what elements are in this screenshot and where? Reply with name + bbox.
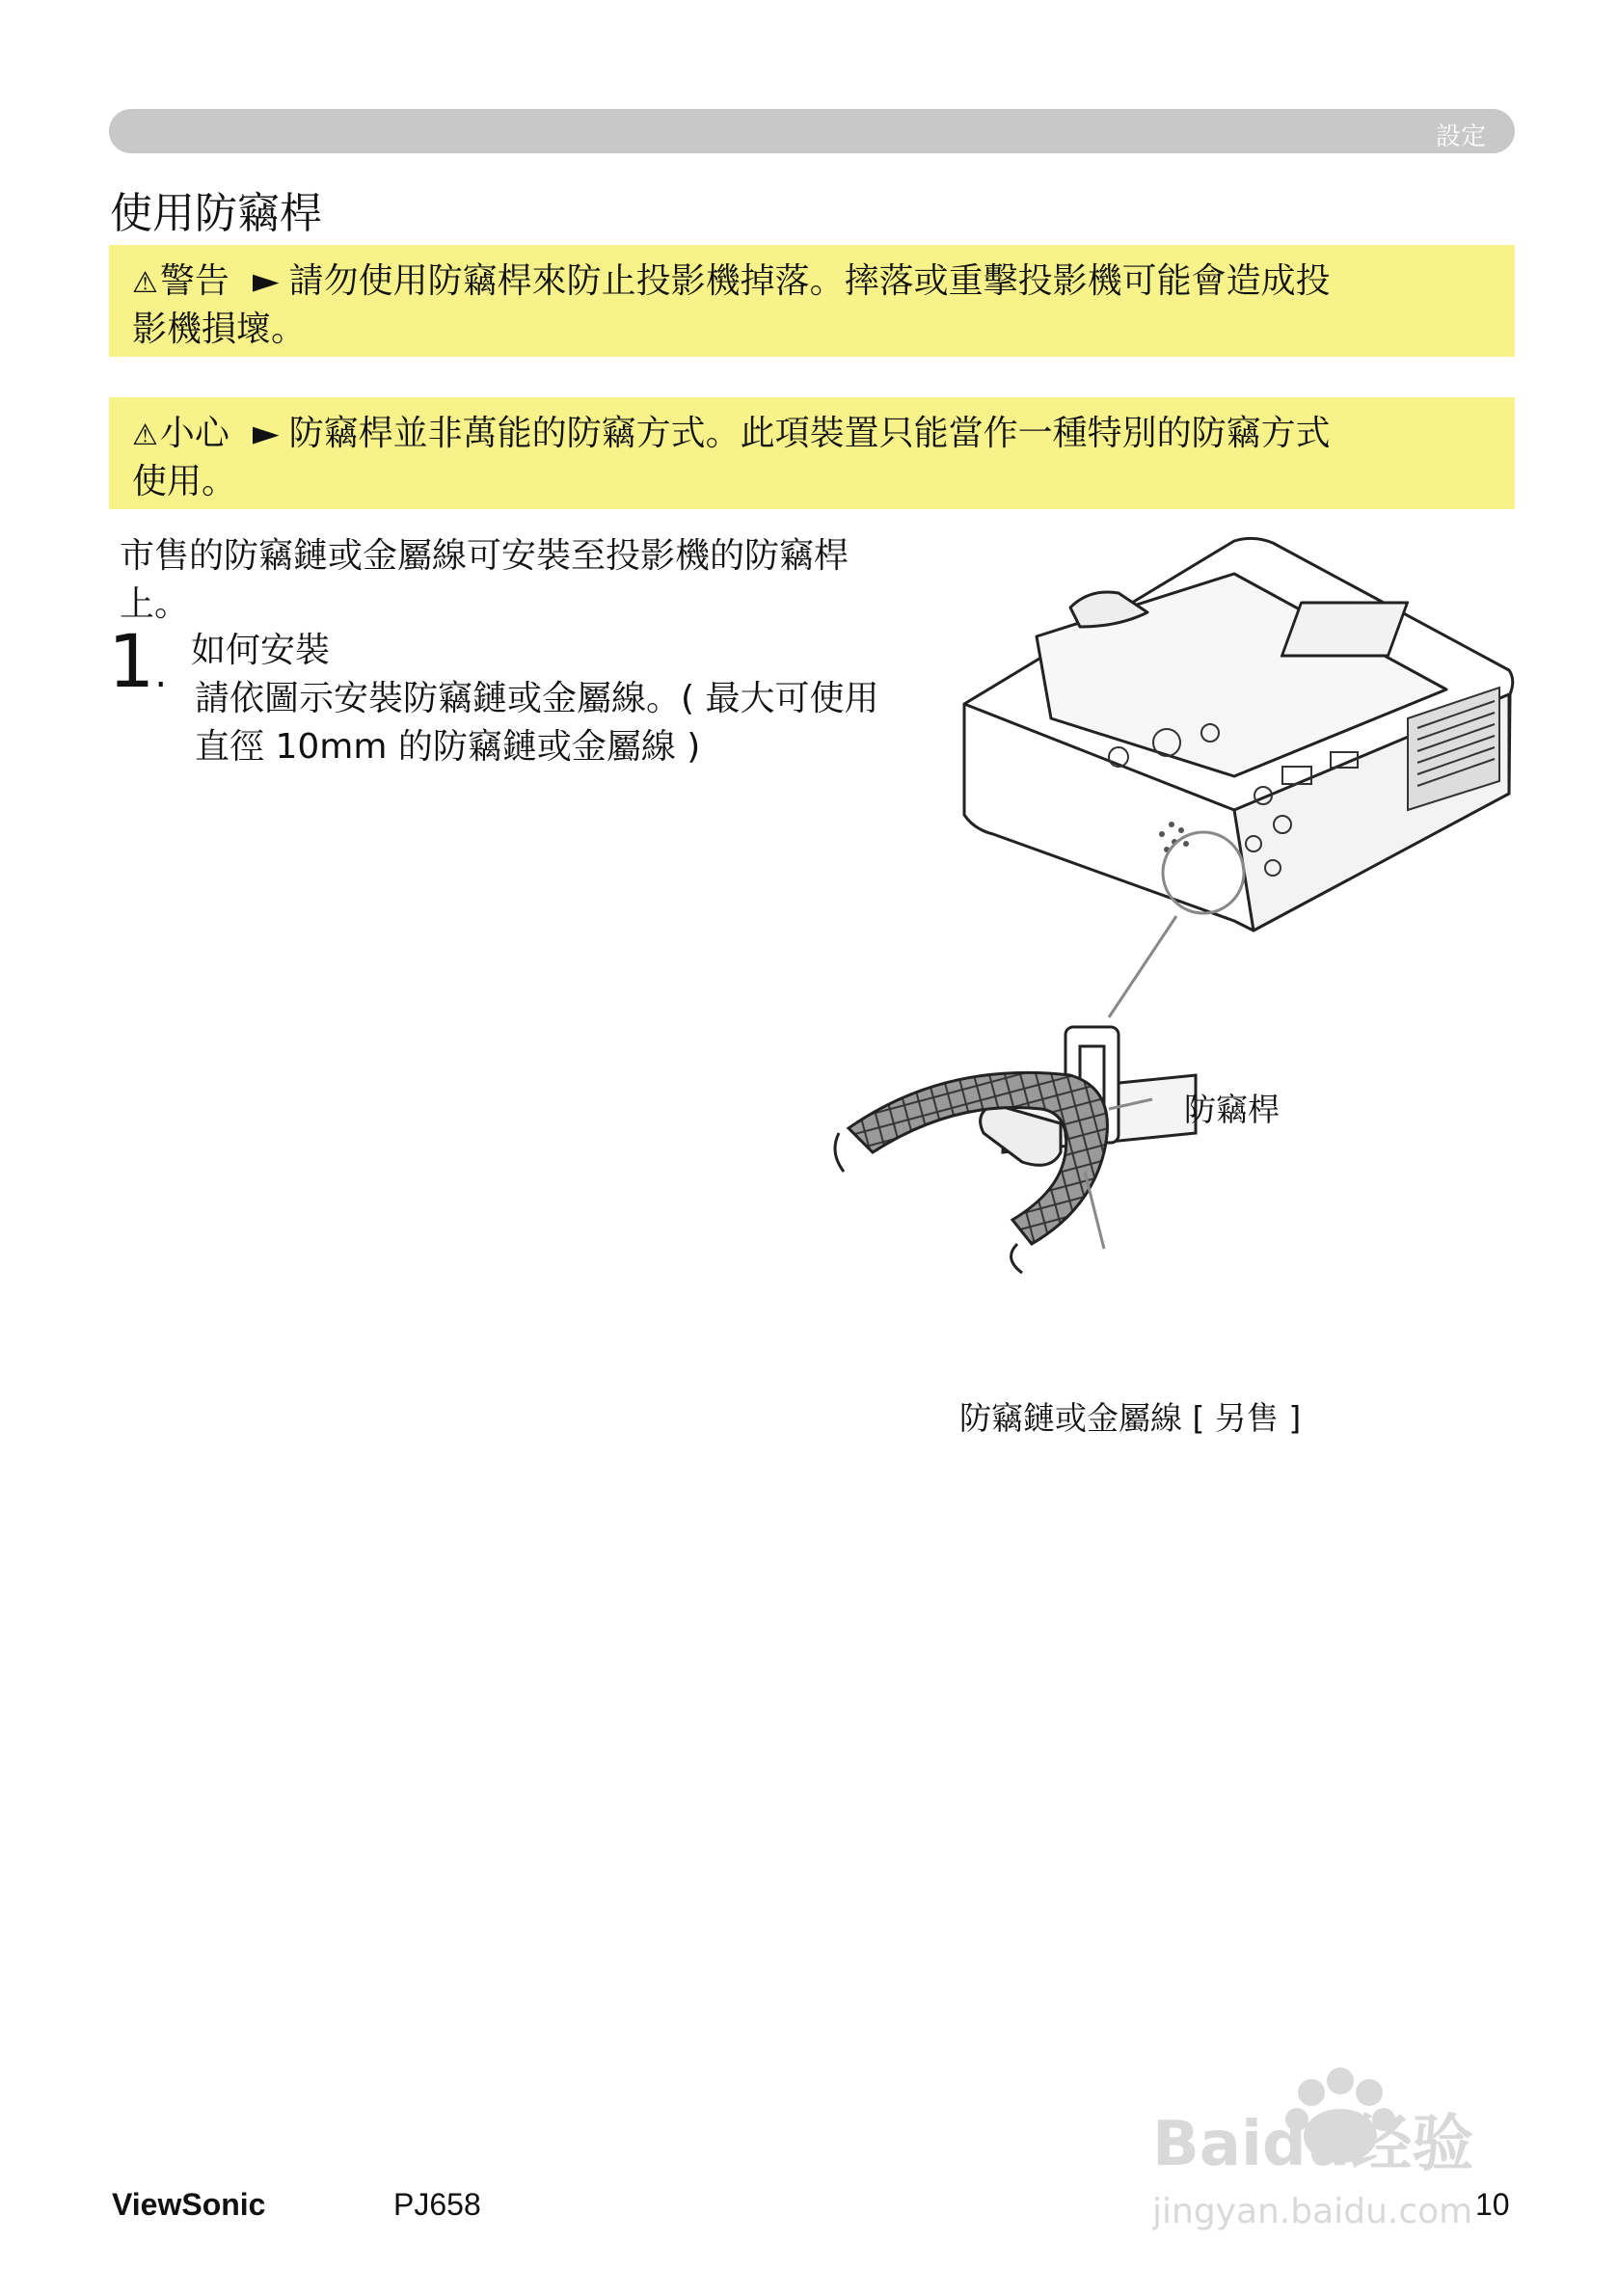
warning-icon: ⚠	[132, 266, 158, 300]
warning-box	[109, 245, 1515, 357]
footer-model: PJ658	[393, 2187, 481, 2222]
watermark-logo-text: Baidu经验	[1152, 2109, 1474, 2180]
header-bar	[109, 109, 1515, 153]
warning-line-1	[132, 258, 1492, 307]
step-title: 如何安裝	[191, 631, 331, 670]
caution-box	[109, 397, 1515, 509]
callout-security-chain: 防竊鏈或金屬線 [ 另售 ]	[959, 1399, 1302, 1437]
arrow-icon: ►	[252, 414, 280, 453]
baidu-watermark	[1152, 2054, 1538, 2237]
caution-text-1: 防竊桿並非萬能的防竊方式。此項裝置只能當作一種特別的防竊方式	[288, 414, 1331, 453]
caution-line-1	[132, 411, 1492, 459]
page-title: 使用防竊桿	[110, 189, 322, 238]
step-body-line-1: 請依圖示安裝防竊鏈或金屬線。( 最大可使用	[195, 679, 879, 718]
watermark-url: jingyan.baidu.com	[1152, 2192, 1473, 2231]
projector-illustration	[829, 535, 1524, 1307]
caution-label: 小心	[159, 414, 229, 453]
footer-brand: ViewSonic	[112, 2187, 266, 2222]
section-label: 設定	[1435, 122, 1486, 151]
step-number: 1.	[108, 618, 168, 704]
security-chain	[849, 1072, 1107, 1244]
intro-paragraph	[120, 532, 949, 629]
intro-line-2: 上。	[120, 584, 190, 624]
step-body-line-2: 直徑 10mm 的防竊鏈或金屬線 )	[195, 727, 701, 767]
warning-text-1: 請勿使用防竊桿來防止投影機掉落。摔落或重擊投影機可能會造成投	[288, 261, 1331, 301]
warning-text-2: 影機損壞。	[132, 310, 307, 349]
callout-security-bar: 防竊桿	[1184, 1091, 1280, 1128]
arrow-icon: ►	[252, 261, 280, 301]
caution-text-2: 使用。	[132, 462, 237, 501]
intro-line-1: 市售的防竊鏈或金屬線可安裝至投影機的防竊桿	[120, 536, 849, 576]
page-number: 10	[1475, 2187, 1510, 2222]
caution-icon: ⚠	[132, 419, 158, 452]
warning-label: 警告	[159, 261, 229, 301]
